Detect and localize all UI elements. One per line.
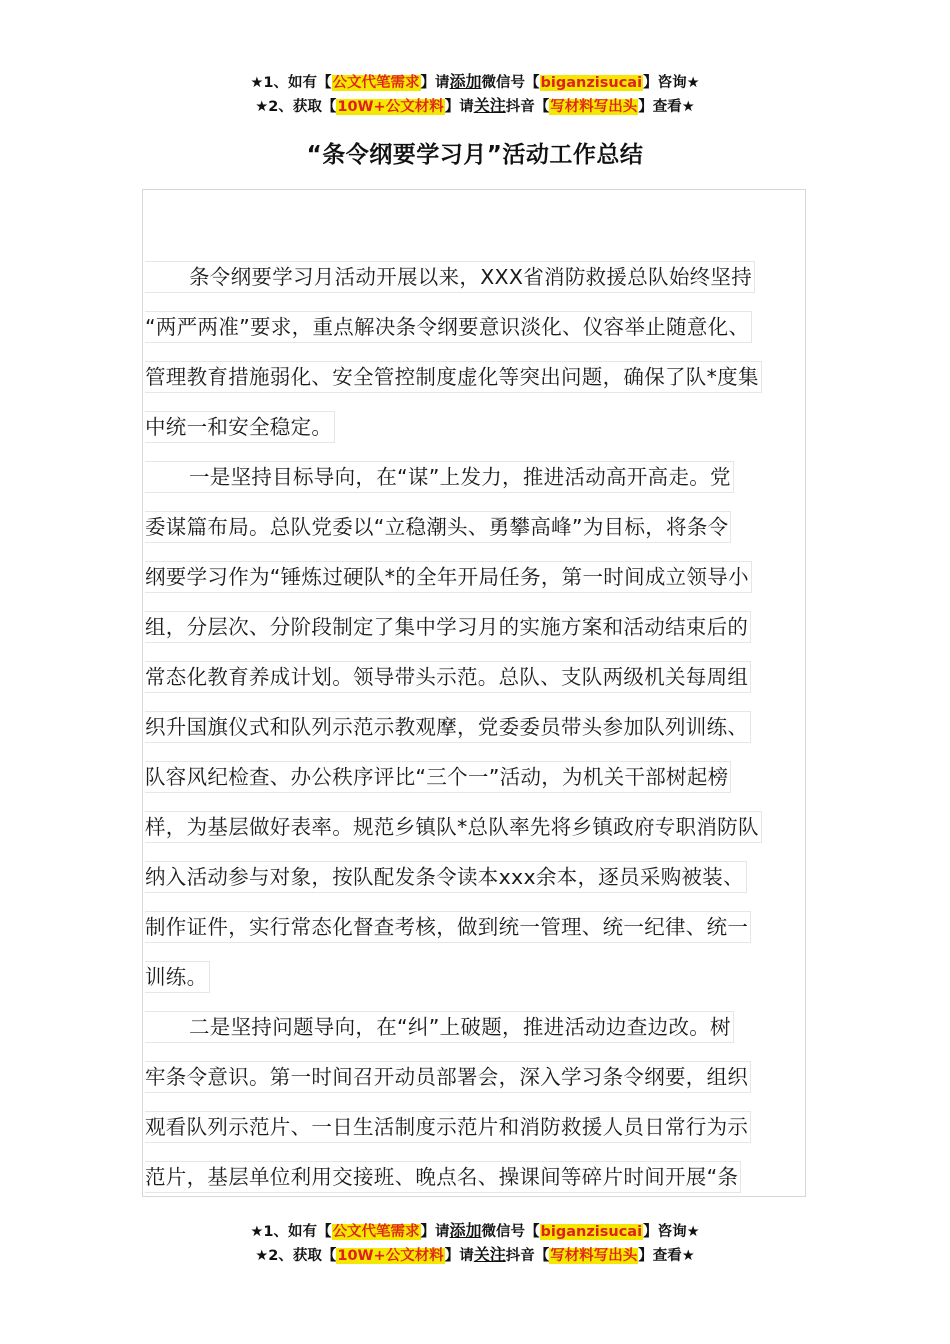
- text-line-content: 条令纲要学习月活动开展以来，XXX省消防救援总队始终坚持: [145, 261, 755, 293]
- document-body: [145, 252, 805, 1197]
- document-title: “条令纲要学习月”活动工作总结: [306, 142, 644, 168]
- text-line-content: 管理教育措施弱化、安全管控制度虚化等突出问题，确保了队*度集: [145, 361, 762, 393]
- ad-line-2: ★2、获取【10W+公文材料】请关注抖音【写材料写出头】查看★: [255, 1245, 695, 1264]
- ad-line-1: ★1、如有【公文代笔需求】请添加微信号【biganzisucai】咨询★: [250, 1221, 700, 1240]
- text-line: [145, 602, 805, 652]
- text-line: [145, 952, 805, 1002]
- ad-highlight: 10W+公文材料: [337, 99, 444, 115]
- text-line: [145, 352, 805, 402]
- text-line: [145, 252, 805, 302]
- text-line: [145, 402, 805, 452]
- text-line-content: 组，分层次、分阶段制定了集中学习月的实施方案和活动结束后的: [145, 611, 751, 643]
- text-line: [145, 752, 805, 802]
- text-line-content: 样，为基层做好表率。规范乡镇队*总队率先将乡镇政府专职消防队: [145, 811, 762, 843]
- text-line-content: 队容风纪检查、办公秩序评比“三个一”活动，为机关干部树起榜: [145, 761, 731, 793]
- text-line-content: 观看队列示范片、一日生活制度示范片和消防救援人员日常行为示: [145, 1111, 751, 1143]
- text-line-content: 训练。: [145, 961, 210, 993]
- text-line: [145, 852, 805, 902]
- text-line: [145, 552, 805, 602]
- text-line: [145, 1052, 805, 1102]
- text-line-content: 二是坚持问题导向，在“纠”上破题，推进活动边查边改。树: [145, 1011, 734, 1043]
- text-line-content: 织升国旗仪式和队列示范示教观摩，党委委员带头参加队列训练、: [145, 711, 751, 743]
- text-line-content: 纲要学习作为“锤炼过硬队*的全年开局任务，第一时间成立领导小: [145, 561, 752, 593]
- text-line-content: 常态化教育养成计划。领导带头示范。总队、支队两级机关每周组: [145, 661, 751, 693]
- text-line: [145, 302, 805, 352]
- text-line-content: 纳入活动参与对象，按队配发条令读本xxx余本，逐员采购被装、: [145, 861, 747, 893]
- text-line: [145, 652, 805, 702]
- ad-highlight: 10W+公文材料: [337, 1248, 444, 1264]
- ad-highlight: biganzisucai: [540, 75, 643, 91]
- text-line-content: 委谋篇布局。总队党委以“立稳潮头、勇攀高峰”为目标，将条令: [145, 511, 731, 543]
- text-line: [145, 902, 805, 952]
- ad-highlight: 公文代笔需求: [332, 1224, 420, 1240]
- text-line-content: 制作证件，实行常态化督查考核，做到统一管理、统一纪律、统一: [145, 911, 751, 943]
- text-line-content: 范片，基层单位利用交接班、晚点名、操课间等碎片时间开展“条: [145, 1161, 741, 1193]
- ad-highlight: 公文代笔需求: [332, 75, 420, 91]
- text-line: [145, 1102, 805, 1152]
- text-line-content: 牢条令意识。第一时间召开动员部署会，深入学习条令纲要，组织: [145, 1061, 751, 1093]
- text-line-content: 一是坚持目标导向，在“谋”上发力，推进活动高开高走。党: [145, 461, 734, 493]
- paragraph: [145, 252, 805, 452]
- text-line: [145, 502, 805, 552]
- document-page: [142, 189, 806, 1197]
- ad-highlight: 写材料写出头: [550, 99, 638, 115]
- text-line-content: 中统一和安全稳定。: [145, 411, 335, 443]
- text-line: [145, 802, 805, 852]
- ad-highlight: biganzisucai: [540, 1224, 643, 1240]
- paragraph: [145, 1002, 805, 1197]
- paragraph: [145, 452, 805, 1002]
- ad-line-1: ★1、如有【公文代笔需求】请添加微信号【biganzisucai】咨询★: [250, 72, 700, 91]
- ad-banner-bottom: [0, 1219, 950, 1267]
- text-line: [145, 1152, 805, 1197]
- text-line: [145, 1002, 805, 1052]
- ad-highlight: 写材料写出头: [550, 1248, 638, 1264]
- text-line-content: “两严两准”要求，重点解决条令纲要意识淡化、仪容举止随意化、: [145, 311, 752, 343]
- ad-banner-top: [0, 70, 950, 118]
- text-line: [145, 702, 805, 752]
- text-line: [145, 452, 805, 502]
- ad-line-2: ★2、获取【10W+公文材料】请关注抖音【写材料写出头】查看★: [255, 96, 695, 115]
